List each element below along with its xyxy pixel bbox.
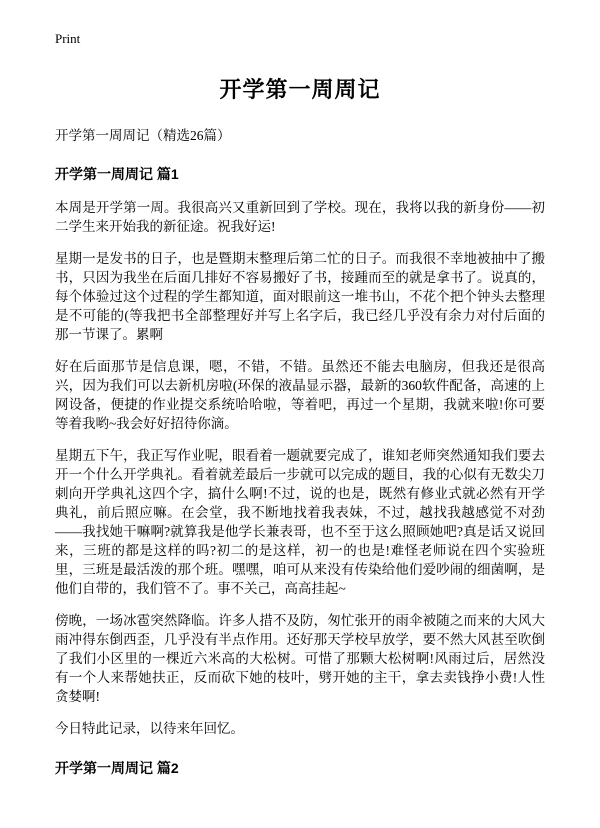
paragraph-2: 星期一是发书的日子，也是暨期末整理后第二忙的日子。而我很不幸地被抽中了搬书，只因为我坐在后面几排好不容易搬好了书，接踵而至的就是拿书了。说真的，每个体验过这个过程的学生都知道，面对眼前这一堆书山，不花个把个钟头去整理是不可能的(等我把书全部整理好并写上名字后，我已经几乎没有余力对付后面的那一节课了。累啊 — [55, 251, 545, 342]
print-link[interactable]: Print — [55, 31, 81, 46]
paragraph-1: 本周是开学第一周。我很高兴又重新回到了学校。现在，我将以我的新身份——初二学生来开始我的新征途。祝我好运! — [55, 200, 545, 234]
doc-subtitle: 开学第一周周记（精选26篇） — [55, 128, 231, 143]
page-title: 开学第一周周记 — [219, 77, 381, 102]
paragraph-6: 今日特此记录，以待来年回忆。 — [55, 721, 244, 736]
paragraph-3: 好在后面那节是信息课，嗯，不错，不错。虽然还不能去电脑房，但我还是很高兴，因为我们可以去新机房啦(环保的液晶显示器，最新的360软件配备，高速的上网设备，便捷的作业提交系统哈哈啦，等着吧，再过一个星期，我就来啦!你可要等着我哟~我会好好招待你滴。 — [55, 359, 545, 431]
paragraph-4: 星期五下午，我正写作业呢，眼看着一题就要完成了，谁知老师突然通知我们要去开一个什么开学典礼。看着就差最后一步就可以完成的题目，我的心似有无数尖刀刺向开学典礼这四个字，搞什么啊!不过，说的也是，既然有修业式就必然有开学典礼，前后照应嘛。在会堂，我不断地找着我表妹，不过，越找我越感觉不对劲——我找她干嘛啊?就算我是他学长兼表哥，也不至于这么照顾她吧?真是话又说回来，三班的都是这样的吗?初二的是这样，初一的也是!难怪老师说在四个实验班里，三班是最活泼的那个班。嘿嘿，咱可从来没有传染给他们爱吵闹的细菌啊，是他们自带的，我们管不了。事不关己，高高挂起~ — [55, 448, 545, 596]
paragraph-5: 傍晚，一场冰雹突然降临。许多人措不及防，匆忙张开的雨伞被随之而来的大风大雨冲得东倒西歪，几乎没有半点作用。还好那天学校早放学，要不然大风甚至吹倒了我们小区里的一棵近六米高的大松树。可惜了那颗大松树啊!风雨过后，居然没有一个人来帮她扶正，反而砍下她的枝叶，劈开她的主干，拿去卖钱挣小费!人性贪婪啊! — [55, 613, 545, 704]
section-heading-2: 开学第一周周记 篇2 — [55, 760, 179, 776]
section-heading-1: 开学第一周周记 篇1 — [55, 166, 179, 182]
